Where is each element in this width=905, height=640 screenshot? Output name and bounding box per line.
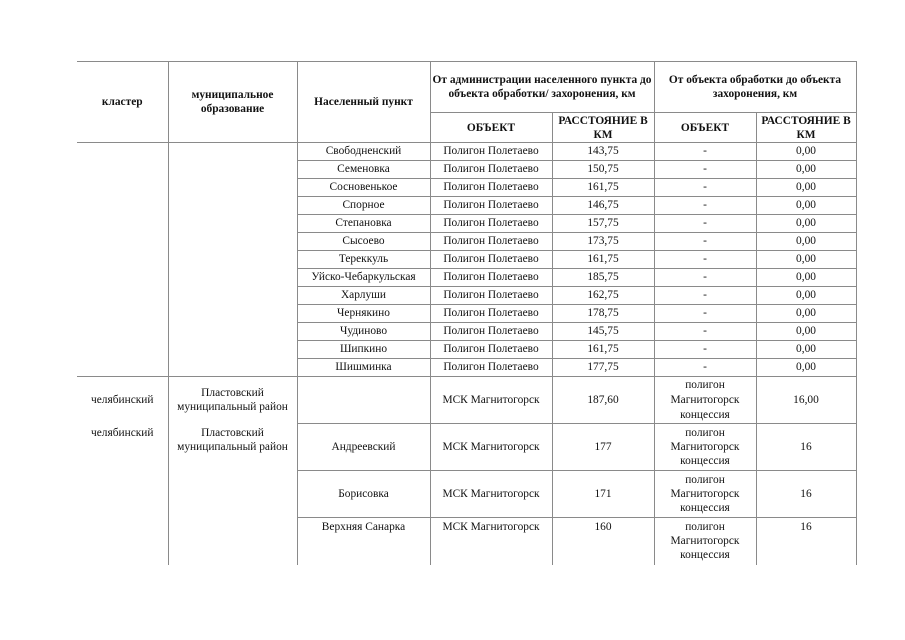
table-row-settlement: Верхняя Санарка	[297, 518, 430, 565]
table-row-settlement: Чернякино	[297, 305, 430, 323]
table-row-settlement: Чудиново	[297, 323, 430, 341]
table-row-object1: Полигон Полетаево	[430, 143, 552, 161]
table-row-municipality	[168, 518, 297, 565]
table-row-settlement: Борисовка	[297, 471, 430, 518]
table-row-object1: Полигон Полетаево	[430, 305, 552, 323]
table-row-distance2: 16	[756, 518, 856, 565]
header-group-facility-to-landfill: От объекта обработки до объекта захоронения, км	[654, 62, 856, 113]
table-row-settlement: Семеновка	[297, 161, 430, 179]
table-row-municipality: Пластовский муниципальный район	[168, 424, 297, 471]
table-row-object2: -	[654, 305, 756, 323]
table-row-distance1: 143,75	[552, 143, 654, 161]
table-row-object2: полигон Магнитогорск концессия	[654, 424, 756, 471]
table-row-distance2: 16,00	[756, 377, 856, 424]
header-cluster: кластер	[77, 62, 168, 143]
table-row-distance1: 171	[552, 471, 654, 518]
table-row-object2: -	[654, 269, 756, 287]
table-row-settlement: Свободненский	[297, 143, 430, 161]
table-row-object2: -	[654, 359, 756, 377]
header-settlement: Населенный пункт	[297, 62, 430, 143]
table-row-object2: полигон Магнитогорск концессия	[654, 471, 756, 518]
table-row-object2: -	[654, 251, 756, 269]
table-row-object1: Полигон Полетаево	[430, 161, 552, 179]
table-row-object2: -	[654, 287, 756, 305]
header-distance-2: РАССТОЯНИЕ В КМ	[756, 113, 856, 143]
table-row-settlement: Степановка	[297, 215, 430, 233]
cluster-cell-empty	[77, 143, 168, 377]
table-row-distance1: 185,75	[552, 269, 654, 287]
table-row-distance1: 145,75	[552, 323, 654, 341]
table-row-object2: -	[654, 215, 756, 233]
table-row-settlement: Харлуши	[297, 287, 430, 305]
header-municipality: муниципальное образование	[168, 62, 297, 143]
table-row-distance1: 187,60	[552, 377, 654, 424]
table-row-settlement: Андреевский	[297, 424, 430, 471]
table-row-settlement: Шишминка	[297, 359, 430, 377]
table-row-object1: Полигон Полетаево	[430, 323, 552, 341]
table-row-distance2: 0,00	[756, 251, 856, 269]
table-row-object2: полигон Магнитогорск концессия	[654, 377, 756, 424]
table-row-cluster: челябинский	[77, 377, 168, 424]
table-row-settlement: Спорное	[297, 197, 430, 215]
table-row-distance2: 0,00	[756, 215, 856, 233]
table-row-distance1: 161,75	[552, 251, 654, 269]
table-row-settlement: Сосновенькое	[297, 179, 430, 197]
table-row-object1: МСК Магнитогорск	[430, 424, 552, 471]
table-row-distance2: 0,00	[756, 287, 856, 305]
table-row-distance1: 173,75	[552, 233, 654, 251]
table-row-distance1: 160	[552, 518, 654, 565]
table-row-distance2: 0,00	[756, 233, 856, 251]
table-row-object1: МСК Магнитогорск	[430, 377, 552, 424]
table-row-object2: -	[654, 179, 756, 197]
table-row-settlement: Уйско-Чебаркульская	[297, 269, 430, 287]
table-row-distance1: 161,75	[552, 341, 654, 359]
table-row-object2: -	[654, 341, 756, 359]
header-distance-1: РАССТОЯНИЕ В КМ	[552, 113, 654, 143]
table-row-object2: полигон Магнитогорск концессия	[654, 518, 756, 565]
table-row-object2: -	[654, 233, 756, 251]
table-row-distance1: 177,75	[552, 359, 654, 377]
table-row-distance2: 0,00	[756, 323, 856, 341]
table-row-object1: Полигон Полетаево	[430, 269, 552, 287]
table-row-cluster	[77, 518, 168, 565]
table-row-cluster	[77, 471, 168, 518]
table-row-municipality	[168, 471, 297, 518]
table-row-object1: Полигон Полетаево	[430, 179, 552, 197]
table-row-municipality: Пластовский муниципальный район	[168, 377, 297, 424]
table-row-object1: Полигон Полетаево	[430, 233, 552, 251]
table-row-distance1: 157,75	[552, 215, 654, 233]
table-row-distance2: 0,00	[756, 305, 856, 323]
table-row-distance1: 162,75	[552, 287, 654, 305]
table-row-object1: МСК Магнитогорск	[430, 471, 552, 518]
table-row-object1: Полигон Полетаево	[430, 341, 552, 359]
table-row-settlement: Сысоево	[297, 233, 430, 251]
table-row-object2: -	[654, 197, 756, 215]
table-row-distance2: 0,00	[756, 161, 856, 179]
header-object-1: ОБЪЕКТ	[430, 113, 552, 143]
table-row-distance2: 0,00	[756, 197, 856, 215]
table-row-distance1: 177	[552, 424, 654, 471]
municipality-cell-empty	[168, 143, 297, 377]
table-row-settlement: Тереккуль	[297, 251, 430, 269]
table-row-object1: МСК Магнитогорск	[430, 518, 552, 565]
table-row-distance2: 0,00	[756, 359, 856, 377]
table-row-object1: Полигон Полетаево	[430, 287, 552, 305]
table-row-distance2: 0,00	[756, 341, 856, 359]
header-object-2: ОБЪЕКТ	[654, 113, 756, 143]
table-row-distance1: 150,75	[552, 161, 654, 179]
table-row-distance2: 0,00	[756, 143, 856, 161]
table-row-distance2: 16	[756, 424, 856, 471]
table-row-settlement	[297, 377, 430, 424]
table-row-object2: -	[654, 143, 756, 161]
table-row-object2: -	[654, 323, 756, 341]
distance-table	[77, 61, 857, 565]
table-row-distance2: 16	[756, 471, 856, 518]
table-row-distance1: 146,75	[552, 197, 654, 215]
table-row-cluster: челябинский	[77, 424, 168, 471]
header-group-admin-to-facility: От администрации населенного пункта до объекта обработки/ захоронения, км	[430, 62, 654, 113]
table-row-distance2: 0,00	[756, 269, 856, 287]
table-row-distance2: 0,00	[756, 179, 856, 197]
table-row-distance1: 178,75	[552, 305, 654, 323]
table-row-object1: Полигон Полетаево	[430, 251, 552, 269]
table-row-object1: Полигон Полетаево	[430, 197, 552, 215]
table-row-distance1: 161,75	[552, 179, 654, 197]
table-row-settlement: Шипкино	[297, 341, 430, 359]
table-row-object1: Полигон Полетаево	[430, 215, 552, 233]
table-row-object2: -	[654, 161, 756, 179]
table-row-object1: Полигон Полетаево	[430, 359, 552, 377]
